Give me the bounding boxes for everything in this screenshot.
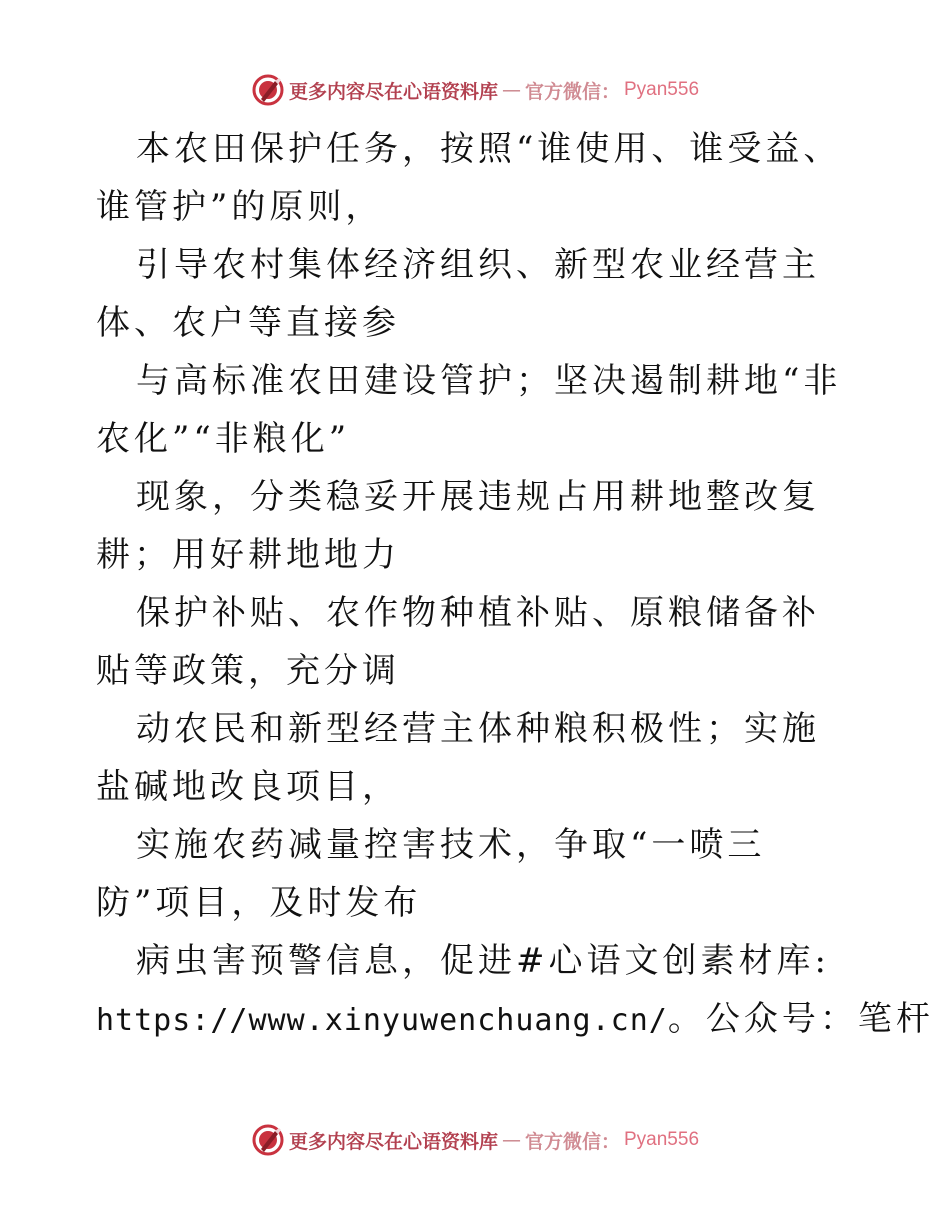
pen-logo-icon <box>251 73 285 107</box>
wechat-id: Pyan556 <box>624 1129 700 1150</box>
paragraph-3: 与高标准农田建设管护；坚决遏制耕地“非农化”“非粮化” <box>96 361 842 459</box>
wechat-label: 官方微信： <box>524 1130 620 1153</box>
wechat-label: 官方微信： <box>524 80 620 103</box>
official-account-text: 。公众号：笔杆 <box>667 999 934 1039</box>
site-watermark-text: 更多内容尽在心语资料库 <box>288 1130 498 1153</box>
pen-logo-icon <box>251 1123 285 1157</box>
watermark-dash: — <box>501 1129 521 1151</box>
resource-url[interactable]: https://www.xinyuwenchuang.cn/ <box>96 1003 668 1038</box>
footer-watermark <box>0 1120 950 1160</box>
site-watermark-text: 更多内容尽在心语资料库 <box>288 80 498 103</box>
header-watermark <box>0 70 950 110</box>
paragraph-8: 病虫害预警信息，促进#心语文创素材库: <box>136 941 830 981</box>
url-line <box>96 990 934 1050</box>
watermark-dash: — <box>501 79 521 101</box>
paragraph-5: 保护补贴、农作物种植补贴、原粮储备补贴等政策，充分调 <box>96 593 820 691</box>
paragraph-4: 现象，分类稳妥开展违规占用耕地整改复耕；用好耕地地力 <box>96 477 820 575</box>
paragraph-6: 动农民和新型经营主体种粮积极性；实施盐碱地改良项目， <box>96 709 820 807</box>
paragraph-1: 本农田保护任务，按照“谁使用、谁受益、谁管护”的原则， <box>96 129 842 227</box>
document-body <box>96 120 934 1050</box>
paragraph-2: 引导农村集体经济组织、新型农业经营主体、农户等直接参 <box>96 245 820 343</box>
wechat-id: Pyan556 <box>624 79 700 100</box>
paragraph-7: 实施农药减量控害技术，争取“一喷三防”项目，及时发布 <box>96 825 766 923</box>
